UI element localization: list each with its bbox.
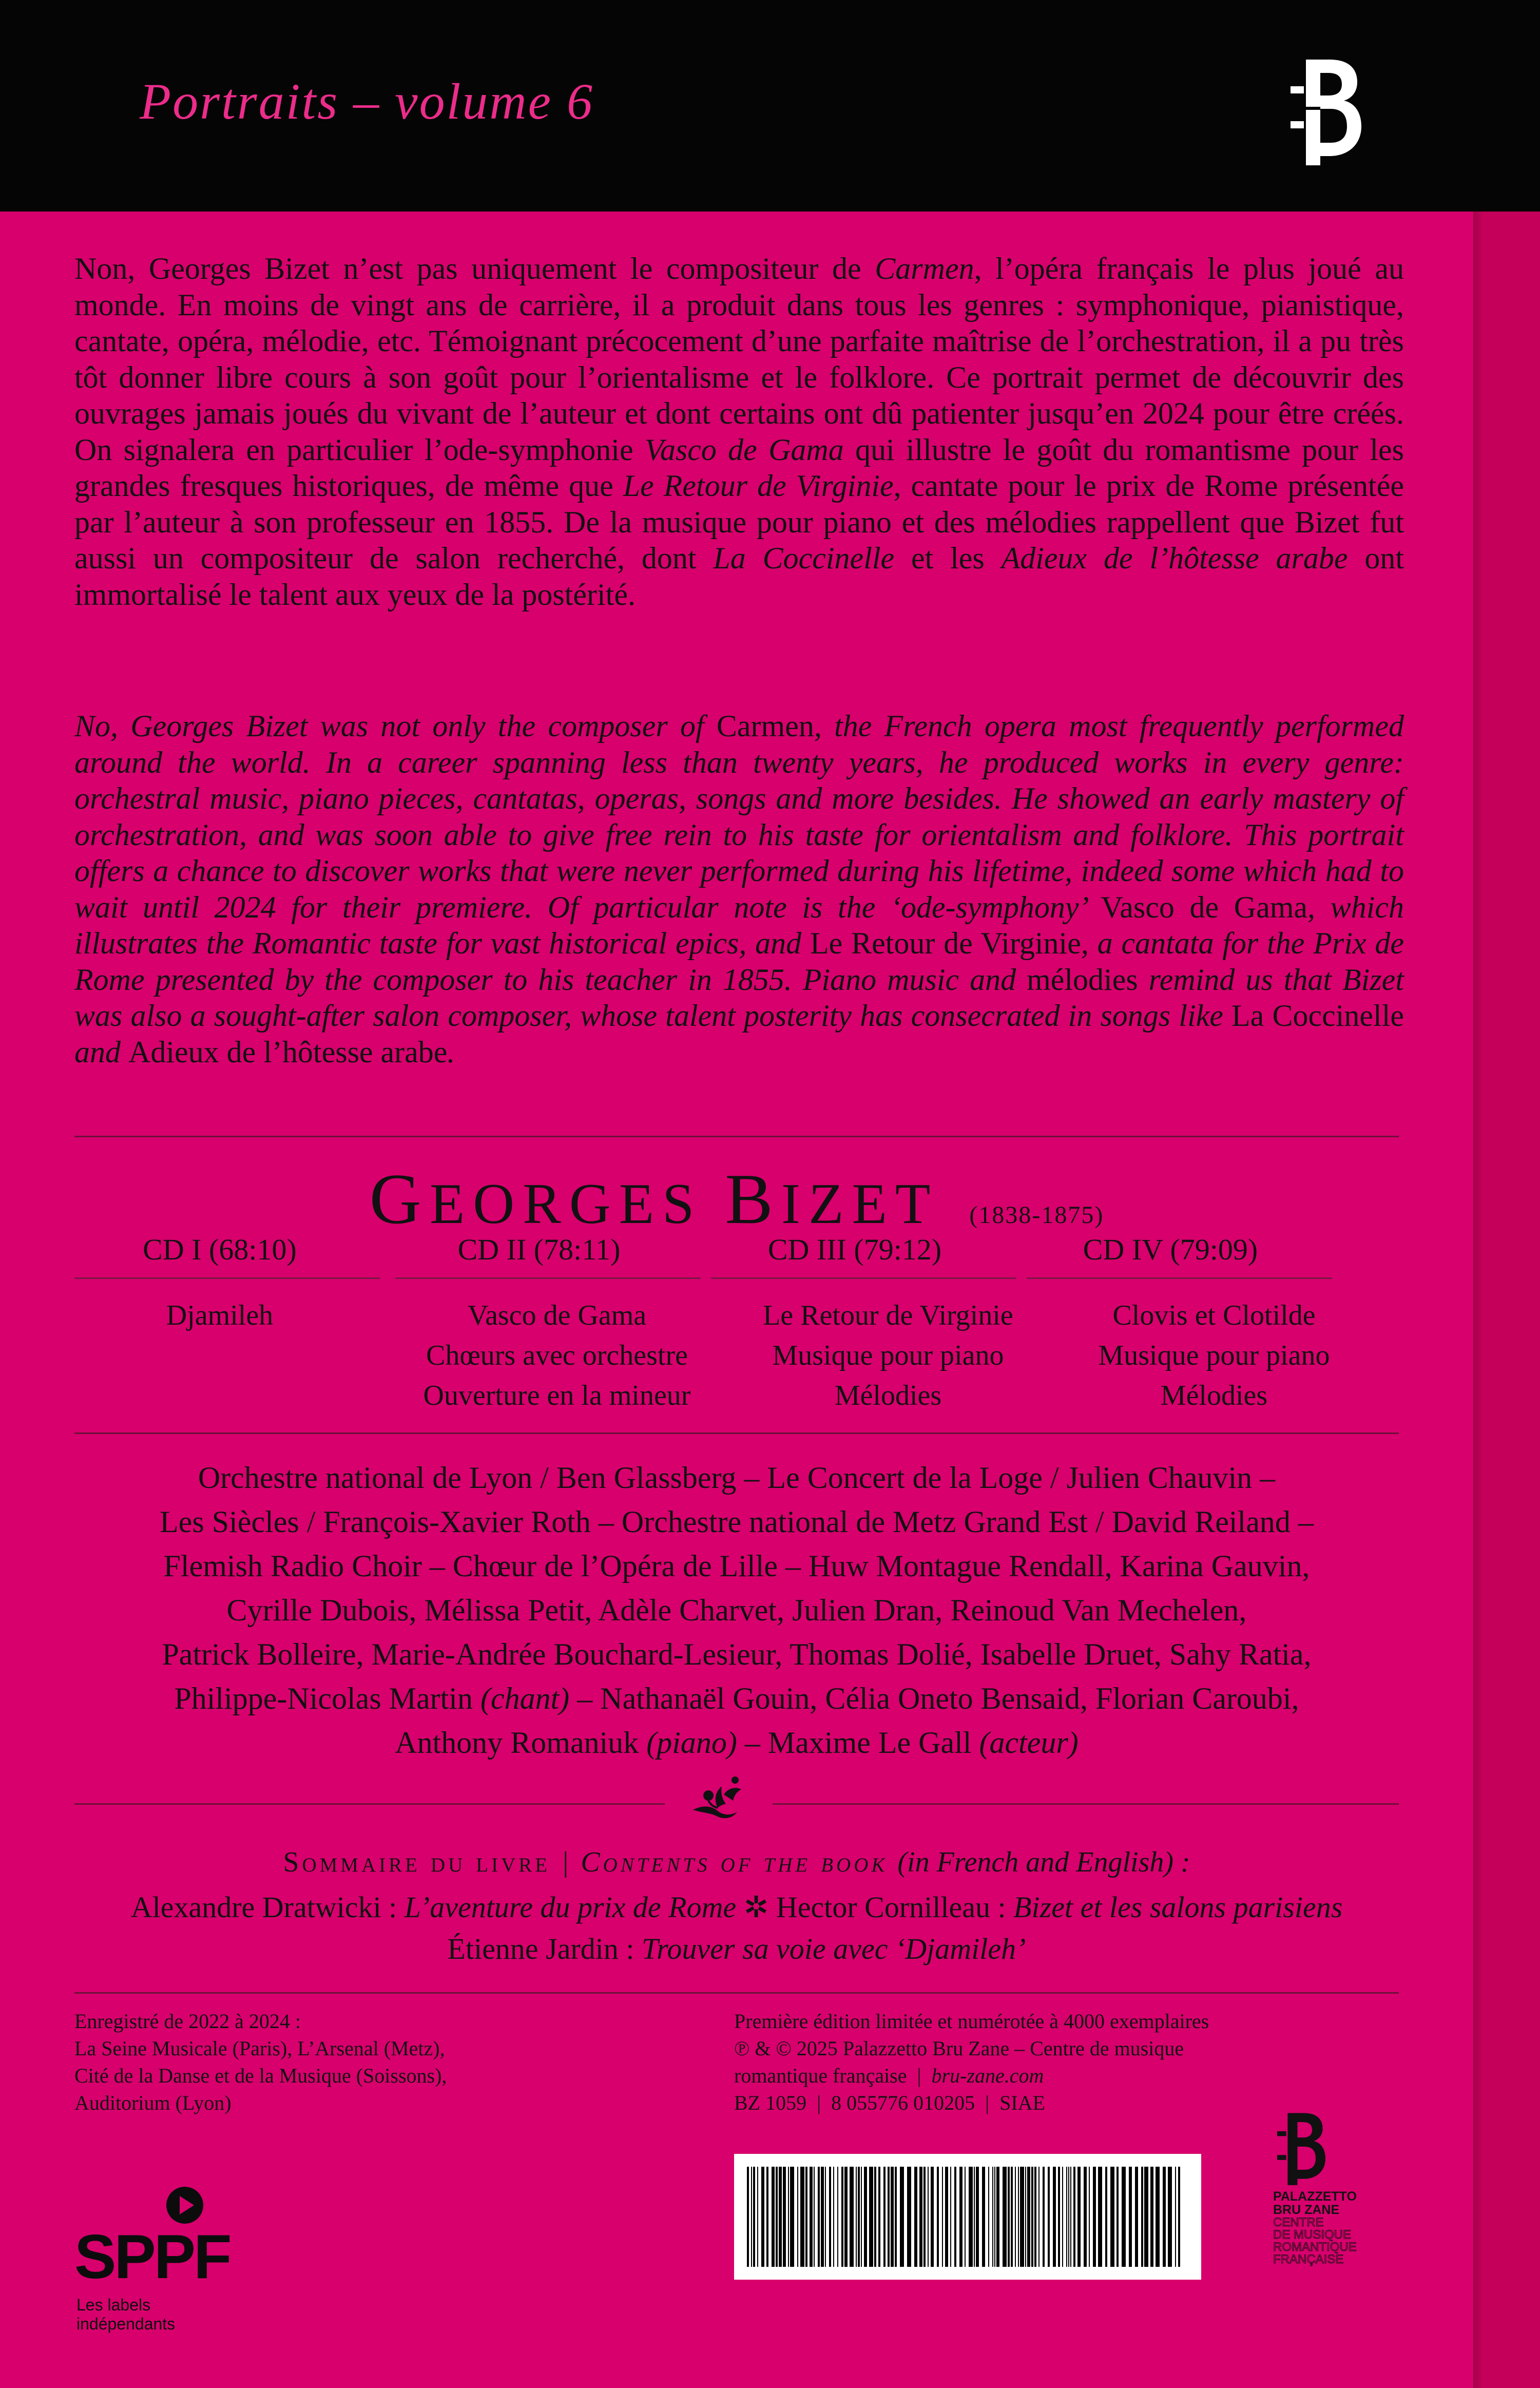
text_fr-run: , l’opéra français le plus joué au monde. En moins de vingt ans de carrière, il a produit dans tous les genres : symphonique, pianistique, cantate, opéra, mélodie, etc. Témoignant précocement d’une parfaite maîtrise de l’orchestration, il a pu très tôt donner libre cours à son goût pour l’orientalisme et le folklore. Ce portrait permet de découvrir des ouvrages jamais joués du vivant de l’auteur et dont certains ont dû patienter jusqu’en 2024 pour être créés. On signalera en particulier l’ode-symphonie [74, 252, 1404, 467]
text_en-run: , the French opera most frequently performed around the world. In a career spanning less than twenty years, he produced works in every genre: orchestral music, piano pieces, cantatas, operas, songs and more besides. He showed an early mastery of orchestration, and was soon able to give free rein to his taste for orientalism and folklore. This portrait offers a chance to discover works that were never performed during his lifetime, indeed some which had to wait until 2024 for their premiere. Of particular note is the ‘ode-symphony’ [74, 709, 1404, 924]
barcode-bar [833, 2167, 834, 2267]
composer-heading [0, 1158, 1473, 1240]
text_en-run: . [447, 1035, 455, 1069]
barcode-bars-icon [747, 2167, 1188, 2267]
barcode-bar [992, 2167, 993, 2267]
floral-ornament-icon [688, 1774, 749, 1823]
cd-work: Musique pour piano [1098, 1340, 1330, 1371]
barcode-bar [869, 2167, 873, 2267]
contents-author: Hector Cornilleau : [776, 1890, 1014, 1924]
barcode-bar [1027, 2167, 1030, 2267]
barcode-bar [1034, 2167, 1036, 2267]
barcode-bar [858, 2167, 860, 2267]
cd-work: Ouverture en la mineur [423, 1380, 691, 1411]
cd-3-label: CD III (79:12) [767, 1233, 942, 1266]
barcode-bar [994, 2167, 995, 2267]
cd-work: Le Retour de Virginie [763, 1300, 1013, 1331]
barcode-bar [919, 2167, 922, 2267]
text_fr-run: , cantate pour le prix de Rome présentée par l’auteur à son professeur en 1855. De la musique pour piano et des mélodies rappellent que Bizet fut aussi un compositeur de salon recherché, dont [74, 469, 1404, 575]
description-english [74, 708, 1404, 1070]
text_en-run: , a cantata for the Prix de Rome presented by the composer to his teacher in 1855. Piano music and [74, 926, 1404, 997]
barcode-bar [747, 2167, 749, 2267]
barcode-bar [856, 2167, 857, 2267]
barcode-bar [1150, 2167, 1153, 2267]
composer-dates: (1838-1875) [969, 1201, 1104, 1229]
barcode-bar [837, 2167, 838, 2267]
barcode-bar [1098, 2167, 1102, 2267]
cd-2-works [390, 1295, 724, 1416]
barcode-bar [800, 2167, 804, 2267]
performer-line: Cyrille Dubois, Mélissa Petit, Adèle Charvet, Julien Dran, Reinoud Van Mechelen, [226, 1593, 1247, 1627]
text_en-run: La Coccinelle [1231, 999, 1404, 1033]
barcode-bar [1073, 2167, 1075, 2267]
recording-heading: Enregistré de 2022 à 2024 : [74, 2010, 301, 2033]
barcode-bar [1008, 2167, 1010, 2267]
barcode-bar [1089, 2167, 1090, 2267]
barcode-bar [757, 2167, 758, 2267]
barcode-bar [942, 2167, 943, 2267]
barcode-bar [974, 2167, 975, 2267]
barcode-bar [891, 2167, 894, 2267]
contents-heading-fr: Sommaire du livre [283, 1846, 551, 1878]
divider [74, 1992, 1399, 1994]
text_en-run: and [74, 1035, 128, 1069]
barcode-bar [776, 2167, 778, 2267]
text_en-run: No, Georges Bizet was not only the composer of [74, 709, 717, 743]
contents-heading [0, 1846, 1473, 1879]
contents-separator: ✲ [736, 1890, 776, 1924]
cd-work: Musique pour piano [772, 1340, 1004, 1371]
barcode-bar [1038, 2167, 1040, 2267]
palazzetto-bru-zane-logo [1273, 2110, 1381, 2266]
text_en-run: Vasco de Gama [1101, 890, 1308, 924]
text_fr-run: et les [894, 541, 1002, 575]
cd-4-works [1047, 1295, 1381, 1416]
barcode-bar [965, 2167, 966, 2267]
barcode-bar [988, 2167, 989, 2267]
barcode-bar [954, 2167, 956, 2267]
edition-publisher [734, 2062, 1401, 2089]
barcode-bar [814, 2167, 815, 2267]
recording-venue: La Seine Musicale (Paris), L’Arsenal (Metz), [74, 2037, 445, 2060]
contents-author: Alexandre Dratwicki : [130, 1890, 405, 1924]
barcode-bar [1053, 2167, 1056, 2267]
barcode-bar [1084, 2167, 1087, 2267]
barcode-bar [878, 2167, 880, 2267]
barcode-bar [818, 2167, 820, 2267]
text_fr-run: Non, Georges Bizet n’est pas uniquement le compositeur de [74, 252, 875, 285]
text_en-run: Adieux de l’hôtesse arabe [128, 1035, 448, 1069]
barcode-bar [1025, 2167, 1026, 2267]
cd-1-works [53, 1295, 387, 1335]
cd-3-rule [711, 1277, 1016, 1279]
barcode-bar [1093, 2167, 1096, 2267]
barcode-bar [945, 2167, 948, 2267]
recording-info [74, 2008, 690, 2116]
barcode-bar [1105, 2167, 1107, 2267]
barcode-bar [1135, 2167, 1138, 2267]
barcode-bar [1156, 2167, 1160, 2267]
text_en-run: mélodies [1027, 962, 1138, 997]
barcode-bar [783, 2167, 786, 2267]
contents-title: Bizet et les salons parisiens [1013, 1890, 1343, 1924]
cd-1-label: CD I (68:10) [143, 1233, 297, 1266]
barcode-bar [895, 2167, 897, 2267]
sppf-name: SPPF [74, 2222, 230, 2291]
cd-2-rule [395, 1277, 701, 1279]
barcode-bar [888, 2167, 890, 2267]
barcode-bar [825, 2167, 826, 2267]
barcode-bar [1175, 2167, 1176, 2267]
logo-sub-4: FRANÇAISE [1273, 2252, 1344, 2266]
cd-work: Chœurs avec orchestre [426, 1340, 688, 1371]
bru-zane-logo-icon [1273, 2110, 1330, 2187]
description-french [74, 251, 1404, 613]
barcode-bar [1058, 2167, 1060, 2267]
contents-heading-note: (in French and English) : [897, 1846, 1190, 1878]
barcode-bar [1141, 2167, 1143, 2267]
text_fr-run: qui illustre le goût du romantisme pour les grandes fresques historiques, de même que [74, 432, 1404, 503]
logo-sub-3: ROMANTIQUE [1273, 2240, 1357, 2254]
logo-name-2: BRU ZANE [1273, 2203, 1340, 2217]
barcode-bar [976, 2167, 979, 2267]
composer-name: GEORGES BIZET [369, 1159, 939, 1239]
edition-copyright: ℗ & © 2025 Palazzetto Bru Zane – Centre de musique [734, 2037, 1184, 2060]
logo-sub-2: DE MUSIQUE [1273, 2228, 1352, 2242]
barcode-bar [1011, 2167, 1013, 2267]
barcode-bar [1048, 2167, 1050, 2267]
barcode-bar [1070, 2167, 1071, 2267]
barcode-bar [821, 2167, 824, 2267]
performer-line: Orchestre national de Lyon / Ben Glassberg – Le Concert de la Loge / Julien Chauvin – [198, 1461, 1276, 1495]
performer-line: Patrick Bolleire, Marie-Andrée Bouchard-Lesieur, Thomas Dolié, Isabelle Druet, Sahy Ratia, [162, 1637, 1312, 1671]
barcode-bar [923, 2167, 926, 2267]
barcode-bar [1168, 2167, 1172, 2267]
website-link[interactable]: bru-zane.com [931, 2064, 1044, 2087]
sppf-tagline: Les labels indépendants [76, 2296, 176, 2333]
barcode-bar [829, 2167, 831, 2267]
edition-limited: Première édition limitée et numérotée à 4000 exemplaires [734, 2010, 1209, 2033]
cd-work: Clovis et Clotilde [1112, 1300, 1316, 1331]
header-bar [0, 0, 1540, 212]
barcode-bar [883, 2167, 886, 2267]
catalogue-number: BZ 1059 | 8 055776 010205 | SIAE [734, 2091, 1046, 2114]
barcode-bar [1122, 2167, 1126, 2267]
cd-3-works [721, 1295, 1055, 1416]
barcode-bar [779, 2167, 782, 2267]
text_fr-run: Adieux de l’hôtesse arabe [1001, 541, 1348, 575]
text_fr-run: ont immortalisé le talent aux yeux de la postérité. [74, 541, 1404, 612]
bru-zane-logo-icon [1287, 55, 1364, 168]
contents-title: Trouver sa voie avec ‘Djamileh’ [642, 1932, 1026, 1965]
text_fr-run: Carmen [875, 252, 974, 285]
cd-4-label: CD IV (79:09) [1083, 1233, 1258, 1266]
text_en-run: , which illustrates the Romantic taste for vast historical epics, and [74, 890, 1404, 960]
text_fr-run: La Coccinelle [713, 541, 895, 575]
barcode-bar [1129, 2167, 1132, 2267]
barcode-bar [982, 2167, 985, 2267]
spine [1473, 0, 1540, 2388]
divider-left [74, 1803, 665, 1805]
barcode-bar [751, 2167, 752, 2267]
contents-heading-en: Contents of the book [581, 1846, 888, 1878]
barcode-bar [1031, 2167, 1033, 2267]
cd-1-rule [74, 1277, 380, 1279]
performer-line: Philippe-Nicolas Martin (chant) – Nathanaël Gouin, Célia Oneto Bensaid, Florian Caroubi, [174, 1682, 1299, 1715]
barcode-bar [861, 2167, 862, 2267]
barcode-bar [950, 2167, 951, 2267]
barcode-bar [1178, 2167, 1180, 2267]
divider-right [773, 1803, 1399, 1805]
barcode-bar [805, 2167, 807, 2267]
play-icon [164, 2185, 205, 2226]
barcode-bar [1068, 2167, 1069, 2267]
performers-list [74, 1456, 1399, 1765]
barcode-bar [1015, 2167, 1016, 2267]
barcode-bar [841, 2167, 843, 2267]
barcode-bar [959, 2167, 962, 2267]
barcode-bar [874, 2167, 876, 2267]
contents-title: L’aventure du prix de Rome [404, 1890, 737, 1924]
contents-line-1 [0, 1889, 1473, 1924]
performer-line: Anthony Romaniuk (piano) – Maxime Le Gall (acteur) [395, 1726, 1079, 1760]
barcode-bar [797, 2167, 798, 2267]
contents-line-2 [0, 1932, 1473, 1966]
text_en-run: remind us that Bizet was also a sought-after salon composer, whose talent posterity has consecrated in songs like [74, 962, 1404, 1033]
barcode-bar [1144, 2167, 1148, 2267]
series-title: Portraits – volume 6 [140, 73, 594, 130]
barcode-bar [1003, 2167, 1007, 2267]
barcode-bar [1018, 2167, 1019, 2267]
barcode-bar [761, 2167, 764, 2267]
text_fr-run: Le Retour de Virginie [623, 469, 894, 503]
barcode-bar [928, 2167, 929, 2267]
barcode-bar [864, 2167, 867, 2267]
barcode-bar [1020, 2167, 1024, 2267]
barcode-bar [766, 2167, 768, 2267]
edition-info [734, 2008, 1401, 2116]
barcode-bar [1062, 2167, 1063, 2267]
text_en-run: Carmen [716, 709, 814, 743]
performer-line: Flemish Radio Choir – Chœur de l’Opéra de Lille – Huw Montague Rendall, Karina Gauvin, [163, 1549, 1310, 1583]
barcode-bar [1043, 2167, 1045, 2267]
cd-4-rule [1027, 1277, 1332, 1279]
barcode-bar [772, 2167, 775, 2267]
barcode-bar [1116, 2167, 1119, 2267]
barcode-bar [844, 2167, 848, 2267]
barcode-bar [969, 2167, 973, 2267]
barcode-bar [788, 2167, 789, 2267]
divider [74, 1432, 1399, 1434]
barcode-bar [1163, 2167, 1166, 2267]
edition-publisher-name: romantique française | [734, 2064, 932, 2087]
barcode-bar [900, 2167, 904, 2267]
barcode-bar [931, 2167, 934, 2267]
contents-heading-separator: | [563, 1846, 569, 1878]
barcode-bar [790, 2167, 794, 2267]
sppf-logo [74, 2185, 249, 2333]
logo-name-1: PALAZZETTO [1273, 2189, 1357, 2204]
barcode-bar [1066, 2167, 1067, 2267]
barcode-bar [753, 2167, 755, 2267]
cd-2-label: CD II (78:11) [457, 1233, 621, 1266]
barcode-bar [1110, 2167, 1114, 2267]
barcode-bar [907, 2167, 911, 2267]
logo-sub-1: CENTRE [1273, 2215, 1324, 2229]
barcode-bar [850, 2167, 854, 2267]
barcode-bar [810, 2167, 813, 2267]
text_en-run: Le Retour de Virginie [810, 926, 1081, 960]
barcode-bar [996, 2167, 999, 2267]
contents-author: Étienne Jardin : [447, 1932, 642, 1965]
cd-work: Vasco de Gama [467, 1300, 647, 1331]
cd-work: Djamileh [166, 1300, 274, 1331]
performer-line: Les Siècles / François-Xavier Roth – Orchestre national de Metz Grand Est / David Reiland – [160, 1505, 1314, 1539]
barcode-bar [937, 2167, 939, 2267]
recording-venue: Cité de la Danse et de la Musique (Soissons), [74, 2064, 447, 2087]
divider [74, 1136, 1399, 1137]
barcode-bar [914, 2167, 917, 2267]
text_fr-run: Vasco de Gama [644, 432, 844, 467]
cd-work: Mélodies [1160, 1380, 1268, 1411]
barcode [734, 2154, 1201, 2280]
recording-venue: Auditorium (Lyon) [74, 2091, 232, 2114]
barcode-bar [1077, 2167, 1081, 2267]
cd-work: Mélodies [834, 1380, 942, 1411]
